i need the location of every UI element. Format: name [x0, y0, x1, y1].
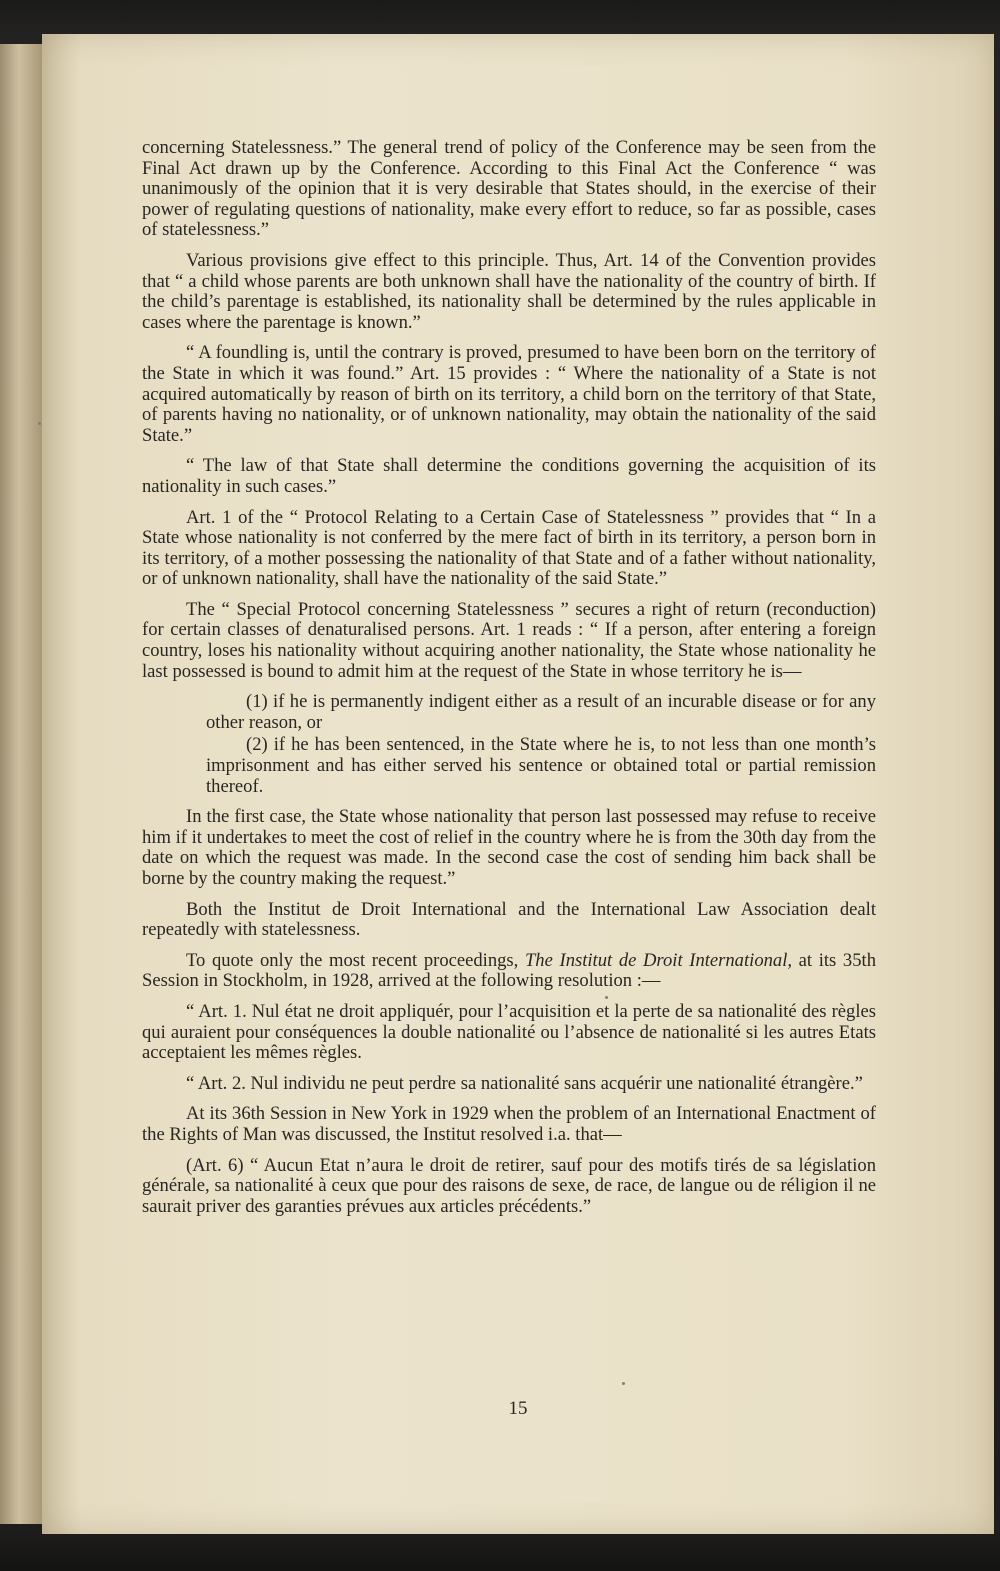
paragraph: “ Art. 2. Nul individu ne peut perdre sa nationalité sans acquérir une nationalité étrangère.”: [186, 1072, 863, 1094]
paragraph: (Art. 6) “ Aucun Etat n’aura le droit de retirer, sauf pour des motifs tirés de sa législation générale, sa nationalité à ceux que pour des raisons de sexe, de race, de langue ou de réligion il ne saurait priver des garanties prévues aux articles précédents.”: [142, 1154, 876, 1217]
book-page: [42, 34, 994, 1534]
text-run: at its 35th Session in Stockholm, in 1928, arrived at the following resolution :—: [142, 949, 876, 992]
paragraph: “ Art. 1. Nul état ne droit appliquér, pour l’acquisition et la perte de sa nationalité des règles qui auraient pour conséquences la double nationalité ou l’absence de nationalité si les autres Etats acceptaient les mêmes règles.: [142, 1000, 876, 1064]
paper-speck: [38, 422, 41, 425]
paragraph: “ A foundling is, until the contrary is proved, presumed to have been born on the territory of the State in which it was found.” Art. 15 provides : “ Where the nationality of a State is not acquired automatically by reason of birth on its territory, a child born on the territory of that State, of parents having no nationality, or of unknown nationality, may obtain the nationality of the said State.”: [142, 342, 876, 446]
paper-speck: [622, 1382, 625, 1385]
paragraph: concerning Statelessness.” The general trend of policy of the Conference may be seen from the Final Act drawn up by the Conference. According to this Final Act the Conference “ was unanimously of the opinion that it is very desirable that States should, in the exercise of their power of regulating questions of nationality, make every effort to reduce, so far as possible, cases of statelessness.”: [142, 137, 876, 241]
list-item: (2) if he has been sentenced, in the State where he is, to not less than one month’s imprisonment and has either served his sentence or obtained total or partial remission thereof.: [206, 734, 876, 797]
body-text: [142, 138, 876, 1227]
paragraph: The “ Special Protocol concerning Statelessness ” secures a right of return (reconduction) for certain classes of denaturalised persons. Art. 1 reads : “ If a person, after entering a foreign country, loses his nationality without acquiring another nationality, the State whose nationality he last possessed is bound to admit him at the request of the State in whose territory he is—: [142, 598, 876, 682]
paragraph: At its 36th Session in New York in 1929 when the problem of an International Enactment of the Rights of Man was discussed, the Institut resolved i.a. that—: [142, 1103, 876, 1145]
text-run: To quote only the most recent proceedings,: [186, 949, 525, 971]
paragraph: Art. 1 of the “ Protocol Relating to a Certain Case of Statelessness ” provides that “ In a State whose nationality is not conferred by the mere fact of birth in its territory, a person born in its territory, of a mother possessing the nationality of that State and of a father without nationality, or of unknown nationality, shall have the nationality of the said State.”: [142, 506, 876, 590]
paragraph: Both the Institut de Droit International and the International Law Association dealt repeatedly with statelessness.: [142, 898, 876, 941]
facing-page-edge: [0, 44, 43, 1524]
italic-title: The Institut de Droit International,: [524, 949, 793, 971]
paragraph: “ The law of that State shall determine the conditions governing the acquisition of its nationality in such cases.”: [142, 455, 876, 497]
list-item: (1) if he is permanently indigent either as a result of an incurable disease or for any other reason, or: [206, 691, 876, 733]
paragraph: In the first case, the State whose nationality that person last possessed may refuse to receive him if it undertakes to meet the cost of relief in the country where he is from the 30th day from the date on which the request was made. In the second case the cost of sending him back shall be borne by the country making the request.”: [142, 806, 876, 889]
paragraph: Various provisions give effect to this principle. Thus, Art. 14 of the Convention provides that “ a child whose parents are both unknown shall have the nationality of the country of birth. If the child’s parentage is established, its nationality shall be determined by the rules applicable in cases where the parentage is known.”: [142, 249, 876, 333]
page-number: 15: [508, 1398, 528, 1419]
paragraph: [142, 951, 876, 992]
